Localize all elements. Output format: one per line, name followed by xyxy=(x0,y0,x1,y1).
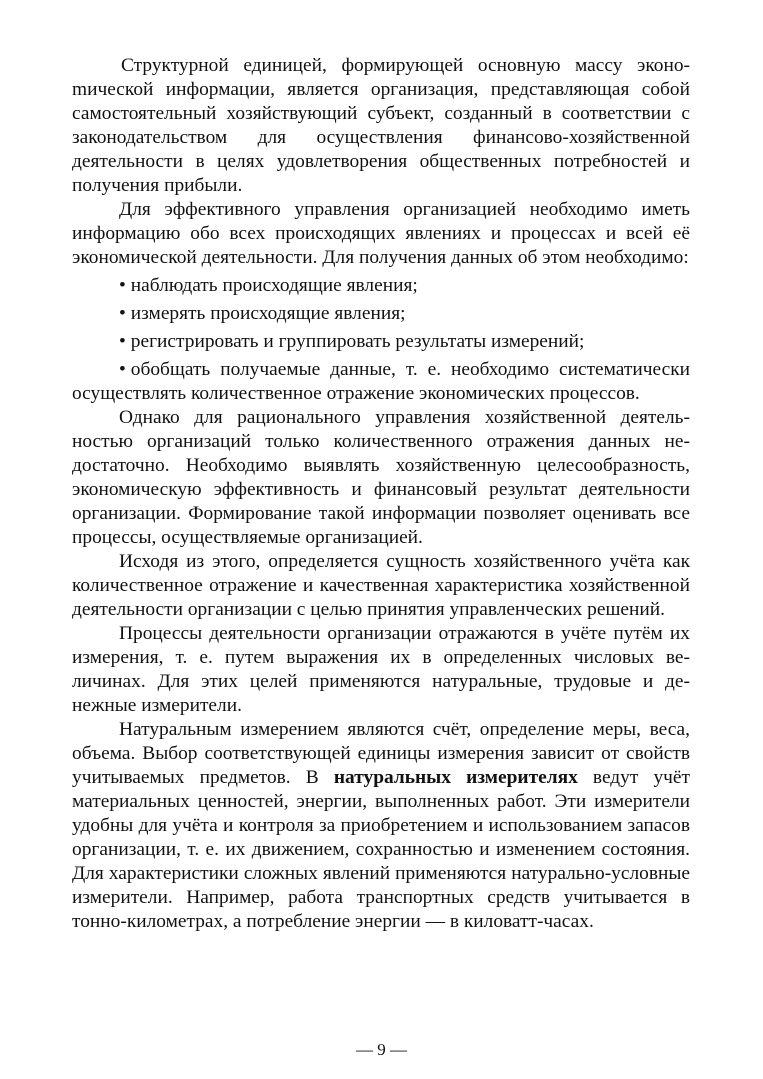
paragraph-accounting-essence: Исходя из этого, определяется сущность хозяйственного учёта как количественное отражение и качественная характеристика хозяйственной деятельности организации с целью принятия управленческих решений. xyxy=(72,551,690,620)
bullet-list xyxy=(72,274,690,406)
bullet-icon: • xyxy=(119,359,126,380)
list-item xyxy=(72,274,690,298)
bullet-icon: • xyxy=(119,303,126,324)
paragraph-natural-measures xyxy=(72,718,690,934)
list-item-text: обобщать получаемые данные, т. е. необходимо систематически осуществлять количественное отражение экономических процессов. xyxy=(72,359,690,404)
list-item xyxy=(72,302,690,326)
list-item-text: регистрировать и группировать результаты измерений; xyxy=(130,331,585,352)
paragraph-organization: Структурной единицей, формирующей основную массу эконоmической информации, является организация, представляющая собой самостоятельный хозяйствующий субъект, созданный в соответствии с законодательством для осуществления финансово-хозяйственной деятельности в целях удовлетворения общественных потребностей и получения прибыли. xyxy=(72,55,690,196)
bullet-icon: • xyxy=(119,331,126,352)
list-item xyxy=(72,330,690,354)
paragraph-management-info: Для эффективного управления организацией необходимо иметь информацию обо всех происходящих явлениях и процессах и всей её экономической деятельности. Для получения данных об этом необходимо: xyxy=(72,199,690,268)
page-body xyxy=(72,54,690,934)
paragraph-rational-management: Однако для рационального управления хозяйственной деятельностью организаций только количественного отражения данных недостаточно. Необходимо выявлять хозяйственную целесообразность, экономическую эффективность и финансовый результат деятельности организации. Формирование такой информации позволяет оценивать все процессы, осуществляемые организацией. xyxy=(72,407,690,548)
list-item-text: измерять происходящие явления; xyxy=(130,303,406,324)
list-item xyxy=(72,358,690,406)
list-item-text: наблюдать происходящие явления; xyxy=(130,275,418,296)
paragraph-text-end: ведут учёт материальных ценностей, энергии, выполненных работ. Эти измерители удобны для учёта и контроля за приобретением и использованием запасов организации, т. е. их движением, сохранностью и изменением состояния. Для характеристики сложных явлений применяются натурально-условные измерители. Например, работа транспортных средств учитывается в тонно-километрах, а потребление энергии — в киловатт-часах. xyxy=(72,767,691,932)
page-number: — 9 — xyxy=(356,1040,407,1059)
bullet-icon: • xyxy=(119,275,126,296)
paragraph-measurement-processes: Процессы деятельности организации отражаются в учёте путём их измерения, т. е. путем выражения их в определенных числовых величинах. Для этих целей применяются натуральные, трудовые и денежные измерители. xyxy=(72,623,690,716)
paragraph-text-start: Натуральным измерением являются счёт, определение меры, веса, объема. Выбор соответствующей единицы измерения зависит от свойств учитываемых предметов. В xyxy=(72,719,690,788)
bold-term: натуральных измерителях xyxy=(333,767,578,788)
